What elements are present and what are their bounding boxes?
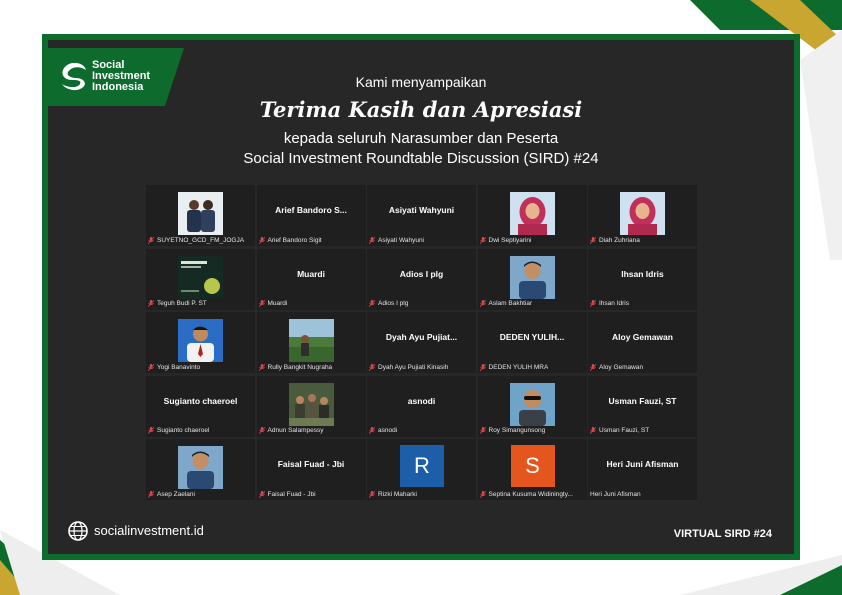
participant-name: Aloy Gemawan bbox=[599, 363, 644, 371]
logo-line-1: Social bbox=[92, 59, 125, 71]
participant-tile[interactable] bbox=[257, 249, 366, 310]
muted-mic-icon bbox=[590, 364, 596, 371]
participant-name: Teguh Budi P. ST bbox=[157, 300, 207, 307]
participant-avatar: R bbox=[400, 445, 444, 487]
participant-tile[interactable] bbox=[146, 249, 255, 310]
participant-display-name: Faisal Fuad - Jbi bbox=[277, 459, 345, 469]
participant-tile[interactable] bbox=[257, 376, 366, 437]
participant-photo bbox=[510, 192, 555, 235]
participant-label bbox=[480, 299, 533, 309]
muted-mic-icon bbox=[369, 300, 375, 307]
participant-tile[interactable] bbox=[367, 376, 476, 437]
muted-mic-icon bbox=[259, 237, 265, 244]
participant-label bbox=[480, 235, 532, 245]
participant-label bbox=[369, 235, 424, 245]
muted-mic-icon bbox=[259, 427, 265, 434]
participant-tile[interactable] bbox=[146, 439, 255, 500]
participant-photo bbox=[178, 192, 223, 235]
participant-label bbox=[369, 426, 397, 436]
muted-mic-icon bbox=[148, 237, 154, 244]
muted-mic-icon bbox=[259, 364, 265, 371]
participant-display-name: asnodi bbox=[407, 395, 436, 406]
participant-label bbox=[259, 362, 333, 372]
participant-photo bbox=[289, 383, 334, 426]
participant-tile[interactable] bbox=[588, 249, 697, 310]
participant-display-name: Usman Fauzi, ST bbox=[608, 395, 677, 406]
participant-tile[interactable] bbox=[367, 439, 476, 500]
participant-name: asnodi bbox=[378, 427, 398, 434]
muted-mic-icon bbox=[259, 300, 265, 307]
participant-name: Rizki Maharki bbox=[378, 490, 418, 498]
participant-label bbox=[148, 362, 200, 372]
participant-name: Muardi bbox=[267, 300, 288, 307]
logo-line-2: Investment bbox=[92, 70, 151, 82]
participant-name: Diah Zuhriana bbox=[599, 236, 640, 244]
participant-tile[interactable] bbox=[146, 376, 255, 437]
participant-tile[interactable] bbox=[478, 376, 587, 437]
participant-tile[interactable] bbox=[146, 185, 255, 246]
muted-mic-icon bbox=[480, 491, 486, 498]
participant-label bbox=[480, 426, 546, 436]
muted-mic-icon bbox=[590, 427, 596, 434]
participant-display-name: Ihsan Idris bbox=[621, 268, 664, 279]
participant-display-name: Heri Juni Afisman bbox=[606, 459, 679, 469]
participant-photo bbox=[510, 256, 555, 299]
header-subtitle: kepada seluruh Narasumber dan Peserta bbox=[283, 130, 559, 147]
muted-mic-icon bbox=[590, 237, 596, 244]
participant-name: Dwi Septiyarini bbox=[488, 236, 532, 244]
muted-mic-icon bbox=[369, 427, 375, 434]
participant-display-name: Adios I plg bbox=[399, 268, 444, 279]
participant-tile[interactable] bbox=[367, 312, 476, 373]
participant-tile[interactable] bbox=[478, 312, 587, 373]
muted-mic-icon bbox=[259, 491, 265, 498]
participant-photo bbox=[178, 446, 223, 489]
participant-photo bbox=[289, 319, 334, 362]
participant-name: Asep Zaelani bbox=[157, 490, 195, 498]
participant-avatar: S bbox=[511, 445, 555, 487]
participant-tile[interactable] bbox=[257, 312, 366, 373]
participant-label bbox=[259, 299, 288, 309]
muted-mic-icon bbox=[369, 491, 375, 498]
participant-tile[interactable] bbox=[588, 312, 697, 373]
participant-display-name: Sugianto chaeroel bbox=[163, 395, 238, 406]
header-event: Social Investment Roundtable Discussion (SIRD) #24 bbox=[243, 150, 599, 167]
header-intro: Kami menyampaikan bbox=[355, 74, 487, 90]
muted-mic-icon bbox=[148, 364, 154, 371]
participant-label bbox=[480, 489, 573, 499]
participant-label bbox=[259, 489, 316, 499]
participant-name: Roy Simangunsong bbox=[488, 427, 546, 434]
participant-name: SUYETNO_GCD_FM_JOGJA bbox=[157, 236, 245, 244]
participant-name: Adios I plg bbox=[378, 300, 409, 307]
muted-mic-icon bbox=[148, 491, 154, 498]
participant-name: DEDEN YULIH MRA bbox=[488, 363, 549, 371]
participant-tile[interactable] bbox=[478, 185, 587, 246]
participant-photo bbox=[620, 192, 665, 235]
participant-label bbox=[590, 426, 649, 436]
participant-tile[interactable] bbox=[367, 185, 476, 246]
participant-name: Usman Fauzi, ST bbox=[599, 427, 650, 434]
participant-label bbox=[590, 362, 643, 372]
participant-label bbox=[148, 489, 195, 499]
participant-display-name: Arief Bandoro S... bbox=[275, 205, 347, 215]
participant-label bbox=[369, 489, 417, 499]
event-tag: VIRTUAL SIRD #24 bbox=[673, 528, 772, 540]
muted-mic-icon bbox=[480, 237, 486, 244]
participant-name: Adnun Salampessy bbox=[267, 427, 324, 434]
participant-label bbox=[148, 426, 209, 436]
participant-tile[interactable] bbox=[588, 376, 697, 437]
participant-name: Yogi Banavinto bbox=[157, 363, 201, 371]
participant-display-name: Dyah Ayu Pujiat... bbox=[385, 332, 458, 342]
participant-tile[interactable] bbox=[367, 249, 476, 310]
participant-name: Arief Bandoro Sigit bbox=[267, 236, 322, 244]
participant-label bbox=[590, 489, 641, 499]
muted-mic-icon bbox=[369, 364, 375, 371]
participant-name: Rully Bangkit Nugraha bbox=[267, 363, 333, 371]
participant-display-name: DEDEN YULIH... bbox=[499, 332, 565, 342]
participant-tile[interactable] bbox=[588, 439, 697, 500]
participant-label bbox=[259, 426, 324, 436]
participant-name: Dyah Ayu Pujiati Kinasih bbox=[378, 363, 449, 371]
muted-mic-icon bbox=[590, 300, 596, 307]
participant-photo bbox=[510, 383, 555, 426]
participant-name: Asiyati Wahyuni bbox=[378, 236, 424, 244]
participant-tile[interactable] bbox=[146, 312, 255, 373]
muted-mic-icon bbox=[480, 427, 486, 434]
participant-tile[interactable] bbox=[478, 439, 587, 500]
globe-icon bbox=[68, 521, 88, 541]
participant-label bbox=[369, 299, 408, 309]
participant-label bbox=[148, 235, 244, 245]
participant-label bbox=[590, 235, 640, 245]
participant-tile[interactable] bbox=[478, 249, 587, 310]
muted-mic-icon bbox=[148, 427, 154, 434]
participant-label bbox=[369, 362, 448, 372]
participant-name: Septina Kusuma Widiningty... bbox=[488, 490, 573, 498]
muted-mic-icon bbox=[480, 364, 486, 371]
participant-display-name: Muardi bbox=[297, 268, 325, 279]
participant-photo bbox=[178, 319, 223, 362]
header-title: Terima Kasih dan Apresiasi bbox=[259, 97, 583, 122]
participant-tile[interactable] bbox=[257, 439, 366, 500]
participant-tile[interactable] bbox=[257, 185, 366, 246]
muted-mic-icon bbox=[480, 300, 486, 307]
website-link[interactable]: socialinvestment.id bbox=[94, 523, 204, 538]
participant-photo bbox=[178, 256, 223, 299]
participant-display-name: Aloy Gemawan bbox=[612, 332, 673, 342]
participant-name: Faisal Fuad - Jbi bbox=[267, 490, 316, 498]
muted-mic-icon bbox=[148, 300, 154, 307]
bottom-right-decoration bbox=[680, 555, 842, 595]
participant-name: Aslam Bakhtiar bbox=[488, 300, 533, 307]
participant-label bbox=[259, 235, 322, 245]
participant-name: Ihsan Idris bbox=[599, 300, 629, 307]
participant-name: Heri Juni Afisman bbox=[590, 490, 641, 498]
logo-line-3: Indonesia bbox=[92, 81, 144, 93]
participant-display-name: Asiyati Wahyuni bbox=[388, 205, 455, 215]
participant-label bbox=[590, 299, 629, 309]
participant-name: Sugianto chaeroel bbox=[157, 427, 210, 434]
participant-tile[interactable] bbox=[588, 185, 697, 246]
muted-mic-icon bbox=[369, 237, 375, 244]
participant-label bbox=[480, 362, 549, 372]
participant-grid bbox=[146, 185, 697, 500]
participant-label bbox=[148, 299, 207, 309]
